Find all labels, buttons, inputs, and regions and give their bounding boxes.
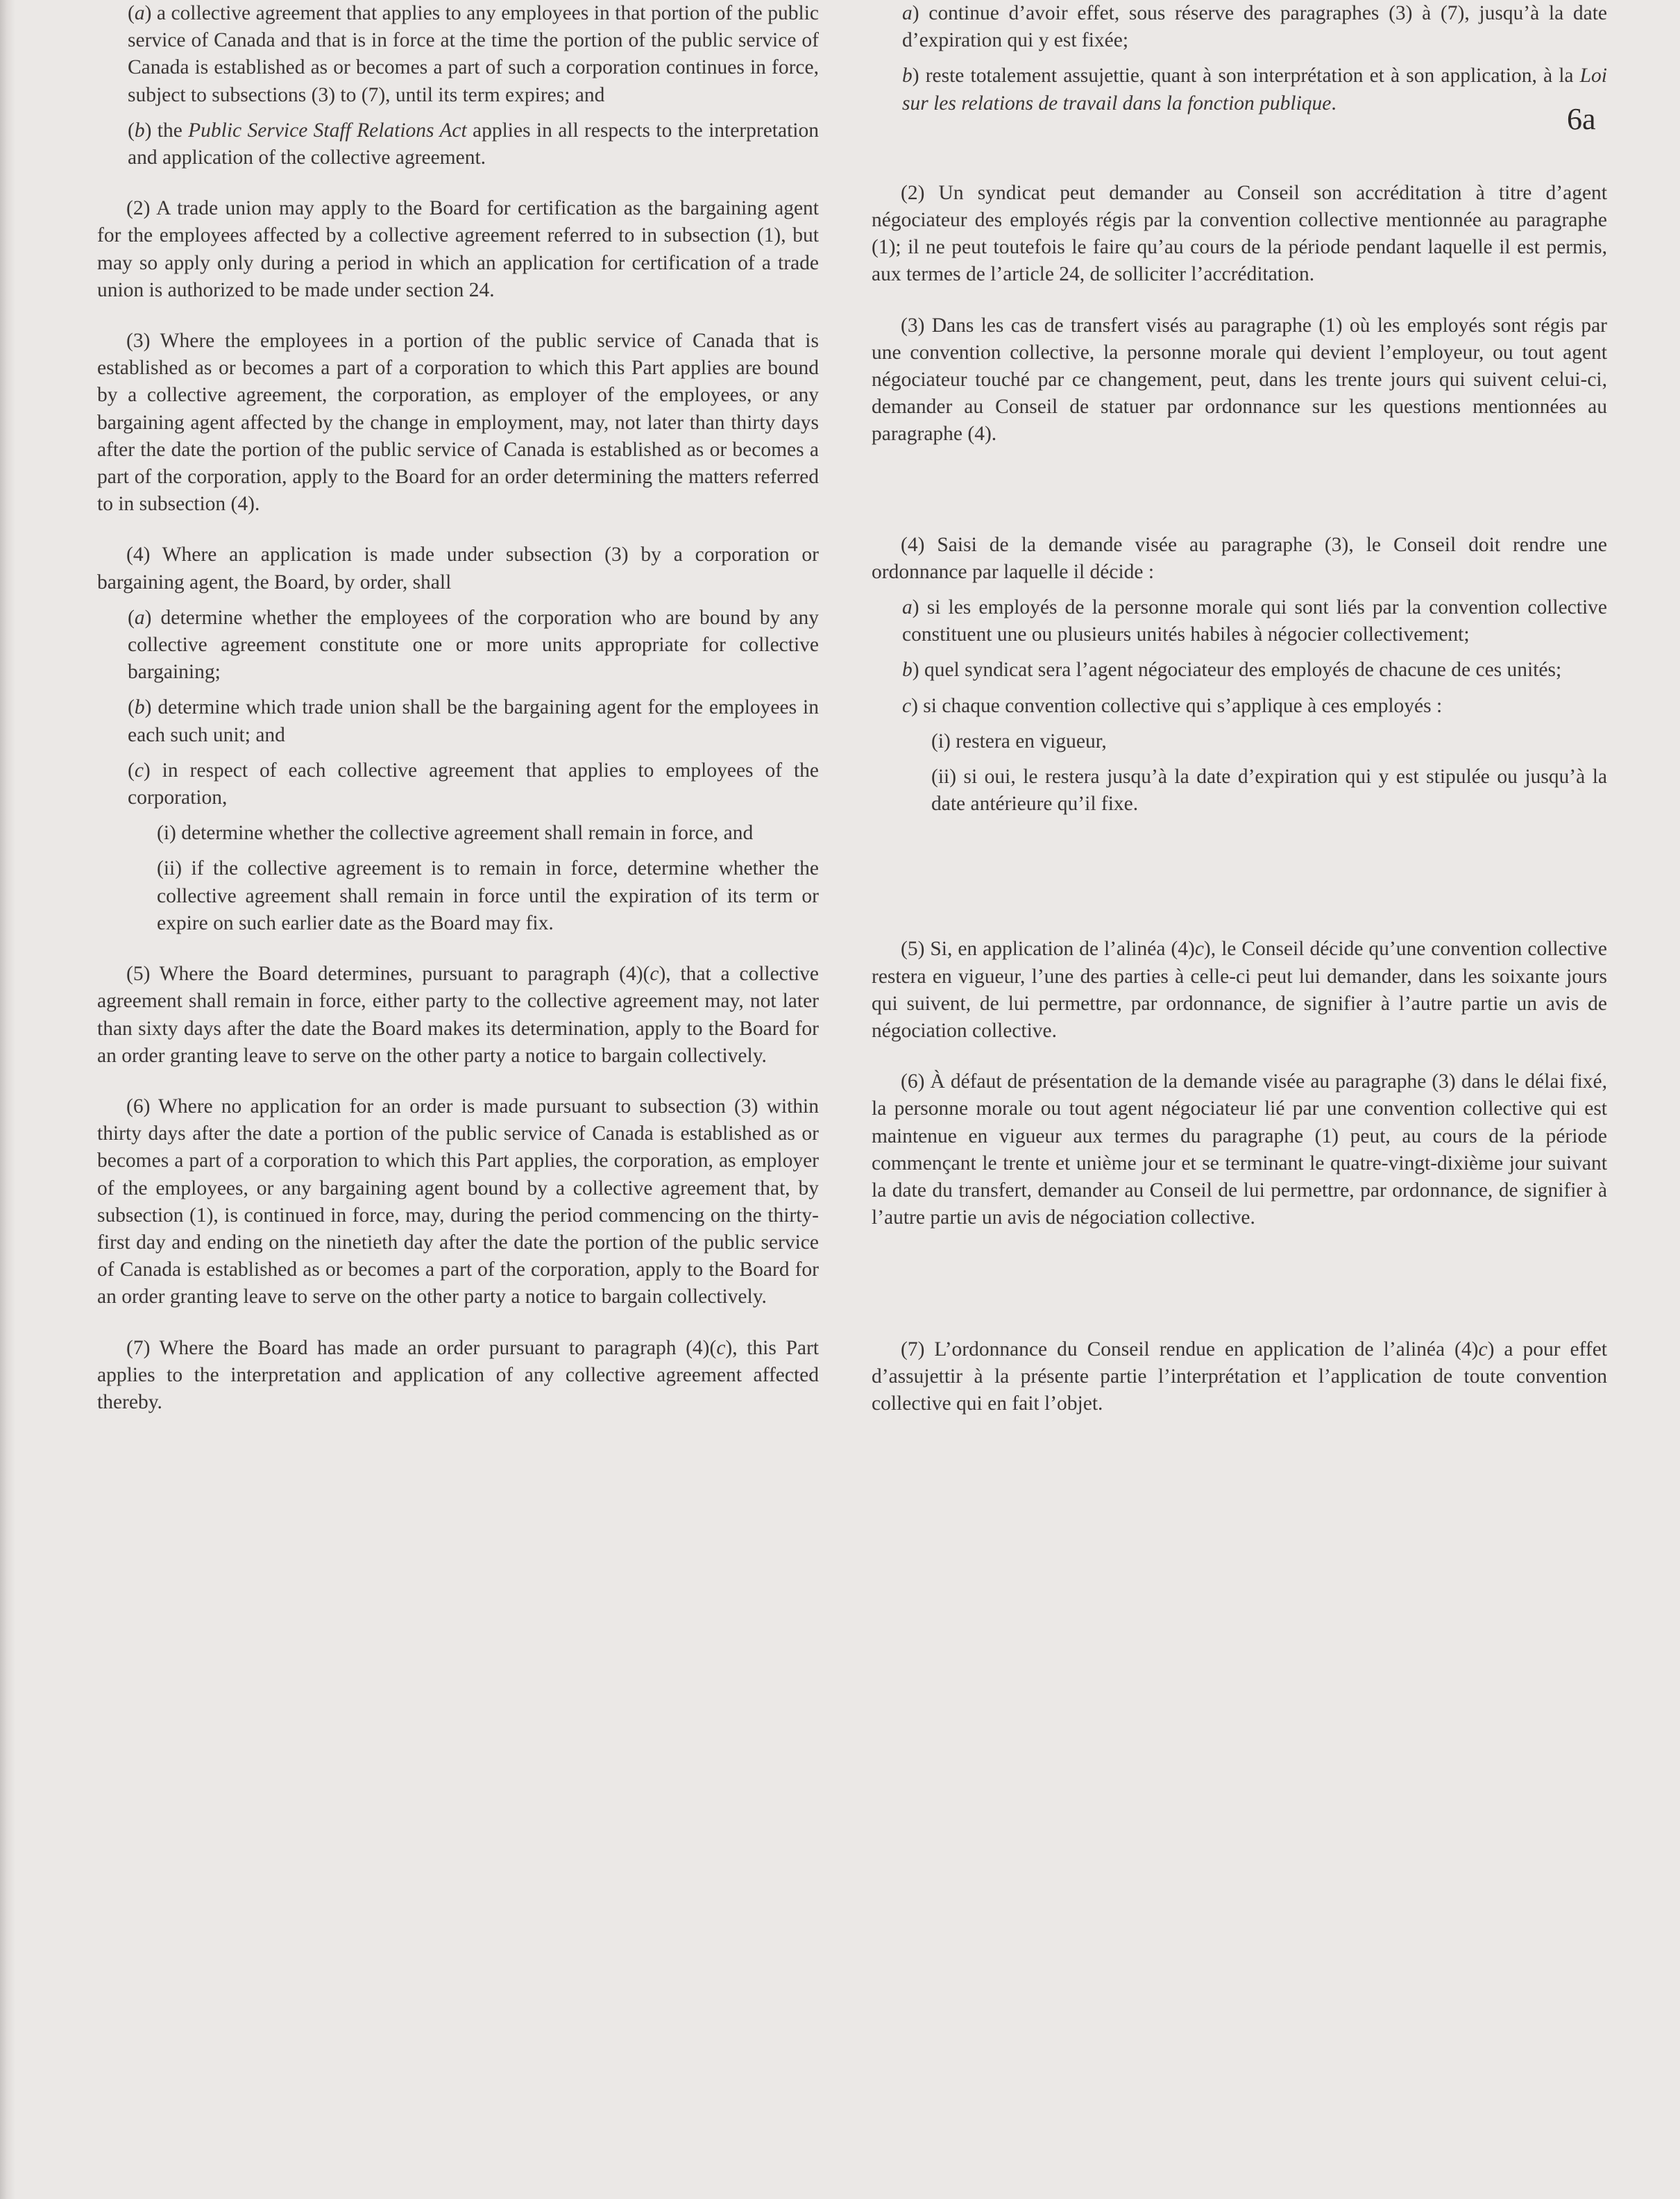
en-s4-para-c: (c) in respect of each collective agreement that applies to employees of the corporation, [128,759,819,809]
en-s4c-subpara-ii: (ii) if the collective agreement is to remain in force, determine whether the collective agreement shall remain in force until the expiration of its term or expire on such earlier date as the Board may fix. [157,857,819,934]
en-subsection-3: (3) Where the employees in a portion of the public service of Canada that is established as or becomes a part of a corporation to which this Part applies are bound by a collective agreement, the corporation, as employer of the employees, or any bargaining agent affected by the change in employment, may, not later than thirty days after the date the portion of the public service of Canada is established as or becomes a part of the corporation, apply to the Board for an order determining the matters referred to in subsection (4). [97,330,819,516]
fr-subsection-2: (2) Un syndicat peut demander au Conseil son accréditation à titre d’agent négociateur des employés régis par la convention collective mentionnée au paragraphe (1); il ne peut toutefois le faire qu’au cours de la période pendant laquelle il est permis, aux termes de l’article 24, de solliciter l’accréditation. [872,181,1607,286]
fr-s4-para-b: b) quel syndicat sera l’agent négociateur des employés de chacune de ces unités; [902,659,1562,682]
fr-subsection-5: (5) Si, en application de l’alinéa (4)c), le Conseil décide qu’une convention collective restera en vigueur, l’une des parties à celle-ci peut lui demander, dans les soixante jours qui suivent, de lui permettre, par ordonnance, de signifier à l’autre partie un avis de négociation collective. [872,938,1608,1043]
fr-subsection-4: (4) Saisi de la demande visée au paragraphe (3), le Conseil doit rendre une ordonnance par laquelle il décide : [872,533,1607,583]
fr-s4c-subpara-ii: (ii) si oui, le restera jusqu’à la date d’expiration qui y est stipulée ou jusqu’à la date antérieure qu’il fixe. [931,766,1607,816]
french-column [872,0,1607,1417]
fr-s4-para-c: c) si chaque convention collective qui s’applique à ces employés : [902,694,1443,717]
en-subsection-4: (4) Where an application is made under subsection (3) by a corporation or bargaining agent, the Board, by order, shall [97,544,819,593]
fr-s1-para-b: b) reste totalement assujettie, quant à son interprétation et à son application, à la Loi sur les relations de travail dans la fonction publique. [902,65,1607,115]
en-s1-para-a: (a) a collective agreement that applies to any employees in that portion of the public service of Canada and that is in force at the time the portion of the public service of Canada is established as or becomes a part of such a corporation continues in force, subject to subsections (3) to (7), until its term expires; and [128,2,819,106]
en-s4-para-b: (b) determine which trade union shall be the bargaining agent for the employees in each such unit; and [128,696,819,746]
fr-subsection-6: (6) À défaut de présentation de la demande visée au paragraphe (3) dans le délai fixé, la personne morale ou tout agent négociateur lié par une convention collective qui est maintenue en vigueur aux termes du paragraphe (1) peut, au cours de la période commençant le trente et unième jour et se terminant le quatre-vingt-dixième jour suivant la date du transfert, demander au Conseil de lui permettre, par ordonnance, de signifier à l’autre partie un avis de négociation collective. [872,1070,1607,1229]
fr-subsection-3: (3) Dans les cas de transfert visés au paragraphe (1) où les employés sont régis par une convention collective, la personne morale qui devient l’employeur, ou tout agent négociateur touché par ce changement, peut, dans les trente jours qui suivent celui-ci, demander au Conseil de statuer par ordonnance sur les questions mentionnées au paragraphe (4). [872,314,1607,446]
fr-subsection-7: (7) L’ordonnance du Conseil rendue en application de l’alinéa (4)c) a pour effet d’assujettir à la présente partie l’interprétation et l’application de toute convention collective qui en fait l’objet. [872,1338,1607,1415]
english-column [97,0,819,1416]
fr-s4-para-a: a) si les employés de la personne morale qui sont liés par la convention collective constituent une ou plusieurs unités habiles à négocier collectivement; [902,596,1607,646]
en-s1-para-b: (b) the Public Service Staff Relations Act applies in all respects to the interpretation and application of the collective agreement. [128,119,819,169]
en-subsection-5: (5) Where the Board determines, pursuant to paragraph (4)(c), that a collective agreement shall remain in force, either party to the collective agreement may, not later than sixty days after the date the Board makes its determination, apply to the Board for an order granting leave to serve on the other party a notice to bargain collectively. [97,963,820,1067]
en-subsection-2: (2) A trade union may apply to the Board for certification as the bargaining agent for the employees affected by a collective agreement referred to in subsection (1), but may so apply only during a period in which an application for certification of a trade union is authorized to be made under section 24. [97,197,819,301]
en-s4c-subpara-i: (i) determine whether the collective agreement shall remain in force, and [157,822,754,845]
en-subsection-7: (7) Where the Board has made an order pursuant to paragraph (4)(c), this Part applies to the interpretation and application of any collective agreement affected thereby. [97,1336,819,1413]
fr-s4c-subpara-i: (i) restera en vigueur, [931,730,1107,752]
fr-s1-para-a: a) continue d’avoir effet, sous réserve des paragraphes (3) à (7), jusqu’à la date d’expiration qui y est fixée; [902,2,1607,52]
en-subsection-6: (6) Where no application for an order is made pursuant to subsection (3) within thirty days after the date a portion of the public service of Canada is established as or becomes a part of a corporation to which this Part applies, the corporation, as employer of the employees, or any bargaining agent bound by a collective agreement that, by subsection (1), is continued in force, may, during the period commencing on the thirty-first day and ending on the ninetieth day after the date the portion of the public service of Canada is established as or becomes a part of the corporation, apply to the Board for an order granting leave to serve on the other party a notice to bargain collectively. [97,1095,819,1308]
en-s4-para-a: (a) determine whether the employees of the corporation who are bound by any collective agreement constitute one or more units appropriate for collective bargaining; [128,606,819,684]
page-number: 6a [1567,102,1596,136]
